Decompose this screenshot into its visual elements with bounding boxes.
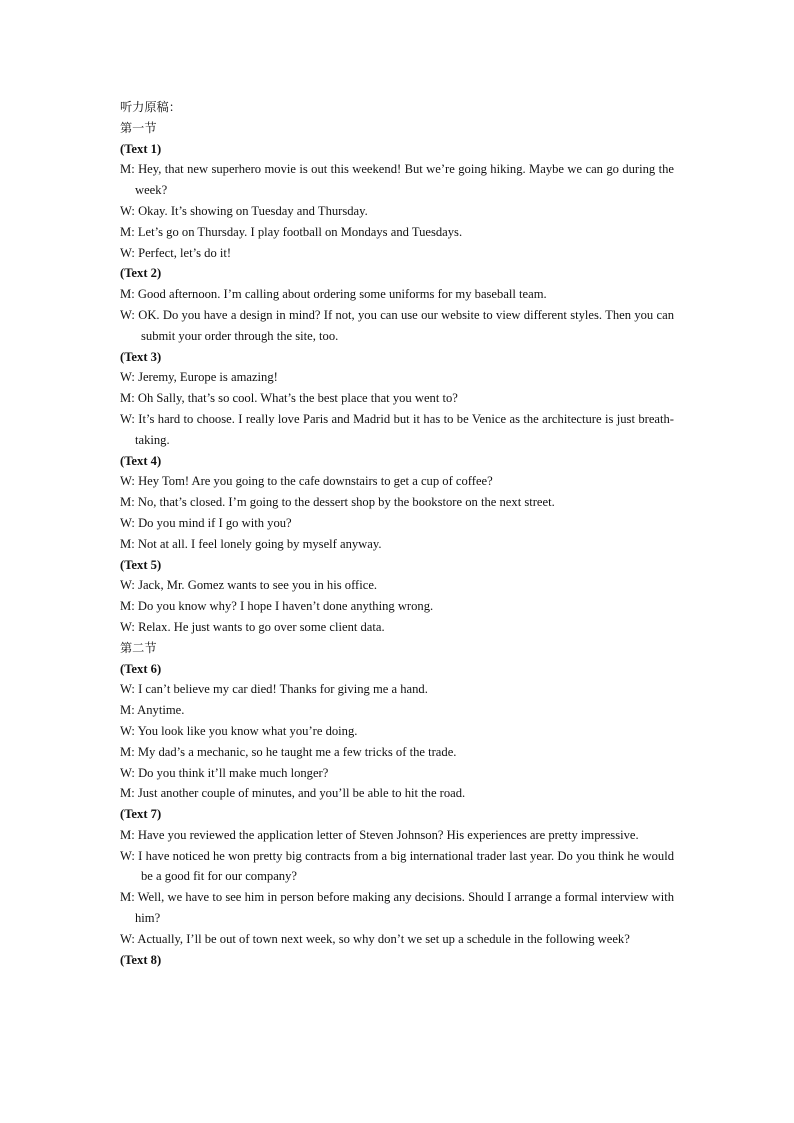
dialogue-line: W: Perfect, let’s do it! bbox=[120, 245, 232, 260]
dialogue-line: M: My dad’s a mechanic, so he taught me a few tricks of the trade. bbox=[120, 744, 457, 759]
dialogue-line: W: OK. Do you have a design in mind? If not, you can use our website to view different styles. Then you can submit your order through the site, too. bbox=[120, 307, 674, 343]
text-label: (Text 3) bbox=[120, 349, 162, 364]
dialogue-line: M: Anytime. bbox=[120, 703, 185, 718]
dialogue-line: M: No, that’s closed. I’m going to the dessert shop by the bookstore on the next street. bbox=[120, 495, 555, 510]
document-title: 听力原稿： bbox=[120, 100, 181, 114]
dialogue-line: M: Not at all. I feel lonely going by myself anyway. bbox=[120, 536, 382, 551]
dialogue-line: W: Okay. It’s showing on Tuesday and Thursday. bbox=[120, 203, 368, 218]
dialogue-line: M: Do you know why? I hope I haven’t done anything wrong. bbox=[120, 599, 434, 614]
dialogue-line: W: It’s hard to choose. I really love Paris and Madrid but it has to be Venice as the architecture is just breath-taking. bbox=[120, 411, 674, 447]
dialogue-line: W: I can’t believe my car died! Thanks for giving me a hand. bbox=[120, 682, 428, 697]
dialogue-line: M: Have you reviewed the application letter of Steven Johnson? His experiences are pretty impressive. bbox=[120, 827, 639, 842]
section-heading-2: 第二节 bbox=[120, 640, 157, 655]
text-label: (Text 8) bbox=[120, 952, 162, 967]
dialogue-line: M: Good afternoon. I’m calling about ordering some uniforms for my baseball team. bbox=[120, 287, 547, 302]
dialogue-line: W: Do you mind if I go with you? bbox=[120, 515, 292, 530]
dialogue-line: W: Jeremy, Europe is amazing! bbox=[120, 370, 278, 385]
text-label: (Text 5) bbox=[120, 557, 162, 572]
dialogue-line: M: Hey, that new superhero movie is out this weekend! But we’re going hiking. Maybe we can go during the week? bbox=[120, 162, 674, 198]
dialogue-line: W: Actually, I’ll be out of town next week, so why don’t we set up a schedule in the following week? bbox=[120, 931, 630, 946]
dialogue-line: W: You look like you know what you’re doing. bbox=[120, 723, 358, 738]
dialogue-line: W: Jack, Mr. Gomez wants to see you in his office. bbox=[120, 578, 378, 593]
dialogue-line: M: Well, we have to see him in person before making any decisions. Should I arrange a formal interview with him? bbox=[120, 890, 674, 926]
text-label: (Text 1) bbox=[120, 141, 162, 156]
text-label: (Text 7) bbox=[120, 807, 162, 822]
dialogue-line: W: Do you think it’ll make much longer? bbox=[120, 765, 329, 780]
dialogue-line: M: Oh Sally, that’s so cool. What’s the best place that you went to? bbox=[120, 391, 458, 406]
dialogue-line: M: Just another couple of minutes, and you’ll be able to hit the road. bbox=[120, 786, 466, 801]
dialogue-line: W: Hey Tom! Are you going to the cafe downstairs to get a cup of coffee? bbox=[120, 474, 493, 489]
transcript-body bbox=[120, 97, 674, 970]
dialogue-line: W: Relax. He just wants to go over some client data. bbox=[120, 619, 385, 634]
dialogue-line: W: I have noticed he won pretty big contracts from a big international trader last year. Do you think he would be a good fit for our company? bbox=[120, 848, 674, 884]
text-label: (Text 4) bbox=[120, 453, 162, 468]
dialogue-line: M: Let’s go on Thursday. I play football on Mondays and Tuesdays. bbox=[120, 224, 463, 239]
text-label: (Text 6) bbox=[120, 661, 162, 676]
section-heading-1: 第一节 bbox=[120, 120, 157, 135]
text-label: (Text 2) bbox=[120, 266, 162, 281]
